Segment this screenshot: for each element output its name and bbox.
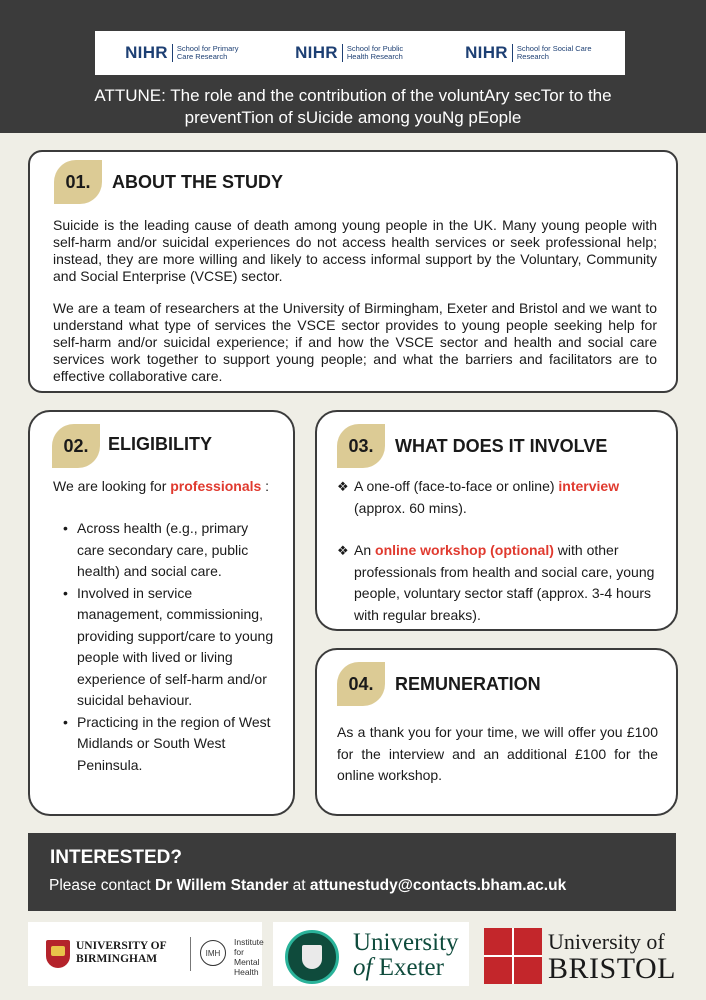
list-item: ❖ A one-off (face-to-face or online) interview (approx. 60 mins). [337,478,620,516]
nihr-subtitle: School for Primary Care Research [176,43,239,61]
title-line-1: ATTUNE: The role and the contribution of the voluntAry secTor to the [94,86,612,105]
highlight-professionals: professionals [170,478,262,494]
nihr-subtitle: School for Social Care Research [516,43,592,61]
nihr-mark: NIHR [295,43,338,62]
page-title [30,85,676,129]
section-number-badge: 03. [337,424,385,468]
about-paragraph-2: We are a team of researchers at the University of Birmingham, Exeter and Bristol and we want to understand what type of services the VSCE sector provides to young people seeking help for self-harm and/or suicidal experience; if and how the VSCE sector and health and social care services work together to support young people; and what the barriers and facilitators are to effective collaborative care. [53,300,657,384]
list-item: ❖ An online workshop (optional) with other professionals from health and social care, young people, voluntary sector staff (approx. 3-4 hours with regular breaks). [337,542,655,623]
section-heading: ELIGIBILITY [108,434,213,454]
title-line-2: preventTion of sUicide among youNg pEople [184,108,522,127]
involve-card [315,410,678,631]
about-card [28,150,678,393]
nihr-mark: NIHR [125,43,168,62]
birmingham-crest-icon [46,940,70,968]
contact-name: Dr Willem Stander [154,877,289,894]
nihr-logo-public-health [295,43,425,63]
nihr-mark: NIHR [465,43,508,62]
diamond-bullet-icon: ❖ [337,479,349,494]
about-paragraph-1: Suicide is the leading cause of death among young people in the UK. Many young people with self-harm and/or suicidal experiences do not access health services or seek professional help; instead, they are more willing and likely to access informal support by the Voluntary, Community and Social Enterprise (VCSE) sector. [53,217,657,284]
header [0,0,706,133]
eligibility-card [28,410,295,816]
remuneration-card [315,648,678,816]
list-item: • Involved in service management, commissioning, providing support/care to young people with lived or living experience of self-harm and/or suicidal behaviour. [63,583,275,712]
eligibility-intro: We are looking for professionals : [53,478,270,494]
contact-line: Please contact Dr Willem Stander at attunestudy@contacts.bham.ac.uk [49,877,567,894]
remuneration-text: As a thank you for your time, we will offer you £100 for the interview and an additional £100 for the online workshop. [337,724,658,783]
highlight-online-workshop: online workshop (optional) [375,542,554,558]
nihr-logo-primary-care [125,43,255,63]
list-item: • Practicing in the region of West Midlands or South West Peninsula. [63,712,275,777]
section-heading: REMUNERATION [395,674,541,694]
section-number-badge: 04. [337,662,385,706]
imh-label: Institute for Mental Health [234,937,264,977]
involve-list [337,476,657,626]
list-item: • Across health (e.g., primary care secondary care, public health) and social care. [63,518,275,583]
contact-email-link[interactable]: attunestudy@contacts.bham.ac.uk [309,877,567,894]
nihr-subtitle: School for Public Health Research [346,43,404,61]
eligibility-list [63,518,275,776]
contact-heading: INTERESTED? [50,847,182,868]
section-heading: ABOUT THE STUDY [112,172,283,192]
bristol-logo: University of BRISTOL [478,922,676,986]
bristol-crest-icon [484,928,542,984]
exeter-seal-icon [285,930,339,984]
section-heading: WHAT DOES IT INVOLVE [395,436,608,456]
contact-banner [28,833,676,911]
diamond-bullet-icon: ❖ [337,543,349,558]
section-number-badge: 01. [54,160,102,204]
birmingham-logo: UNIVERSITY OF BIRMINGHAM IMH Institute for Mental Health [28,922,262,986]
nihr-logo-social-care [465,43,595,63]
imh-icon: IMH [200,940,226,966]
exeter-logo: University of Exeter [273,922,469,986]
highlight-interview: interview [558,478,620,494]
section-number-badge: 02. [52,424,100,468]
nihr-logo-bar [95,31,625,75]
